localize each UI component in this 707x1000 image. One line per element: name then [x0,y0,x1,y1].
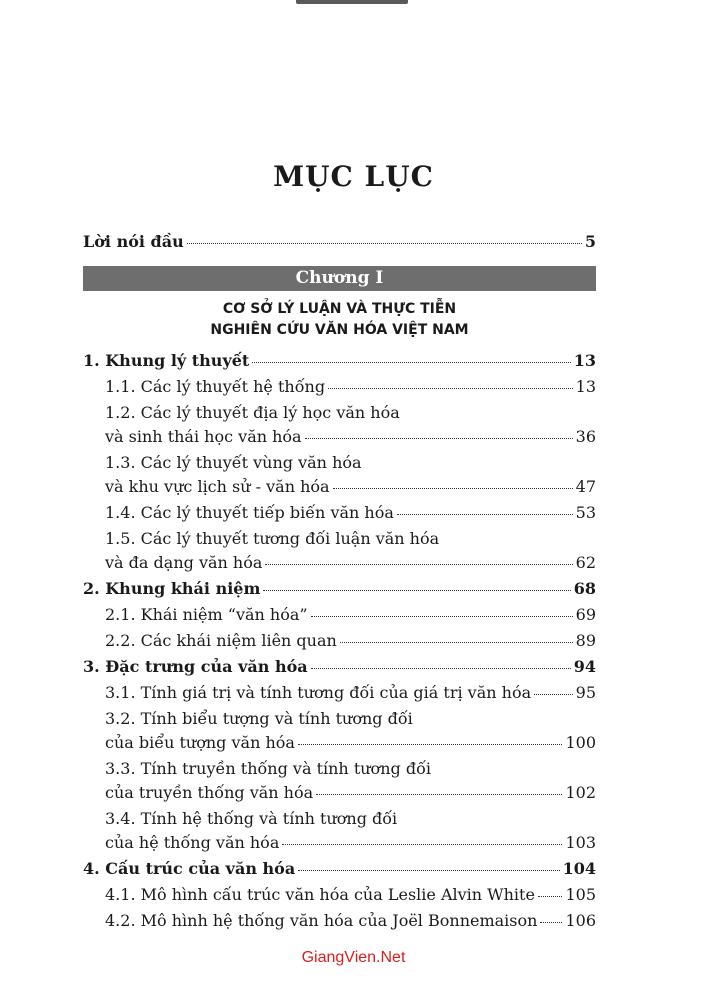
toc-entry-label-line1: 1.5. Các lý thuyết tương đối luận văn hóa [105,529,440,548]
dot-leader [252,361,570,363]
toc-entry-label-line2: của biểu tượng văn hóa [105,733,295,752]
chapter-heading: Chương I [83,266,596,291]
toc-entry-page: 68 [573,579,596,598]
toc-subsection-1-4[interactable] [83,501,596,525]
chapter-title-line1: CƠ SỞ LÝ LUẬN VÀ THỰC TIỄN [222,301,457,317]
toc-entry-label: 1.4. Các lý thuyết tiếp biến văn hóa [105,503,394,522]
toc-entry-label: 2.1. Khái niệm “văn hóa” [105,605,308,624]
dot-leader [340,641,573,643]
dot-leader [305,437,573,439]
toc-entry-label-line1: 3.3. Tính truyền thống và tính tương đối [105,759,431,778]
toc-entry-page: 106 [565,911,596,930]
toc-entry-page: 89 [575,631,596,650]
dot-leader [298,743,563,745]
watermark-text: GiangVien.Net [301,949,406,966]
dot-leader [540,921,562,923]
table-of-contents [83,230,596,933]
dot-leader [311,667,571,669]
toc-entry-page: 105 [565,885,596,904]
toc-section-1[interactable] [83,349,596,373]
dot-leader [316,793,562,795]
chapter-title [83,299,596,341]
toc-subsection-3-2[interactable] [83,707,596,755]
toc-entry-page: 13 [573,351,596,370]
toc-entry-page: 104 [562,859,596,878]
toc-section-4[interactable] [83,857,596,881]
toc-subsection-4-1[interactable] [83,883,596,907]
binding-mark [296,0,408,4]
toc-entry-label-line1: 1.3. Các lý thuyết vùng văn hóa [105,453,362,472]
toc-entry-page: 62 [575,553,596,572]
toc-entry-page: 95 [575,683,596,702]
toc-entry-label-line1: 3.2. Tính biểu tượng và tính tương đối [105,709,413,728]
toc-section-3[interactable] [83,655,596,679]
dot-leader [328,387,573,389]
dot-leader [534,693,573,695]
toc-entry-label: Lời nói đầu [83,232,184,251]
toc-entry-label: 4.1. Mô hình cấu trúc văn hóa của Leslie Alvin White [105,885,535,904]
toc-entry-page: 94 [573,657,596,676]
toc-subsection-3-1[interactable] [83,681,596,705]
toc-subsection-1-3[interactable] [83,451,596,499]
toc-subsection-2-1[interactable] [83,603,596,627]
toc-entry-page: 5 [584,232,596,251]
toc-entry-label-line2: và đa dạng văn hóa [105,553,263,572]
toc-entry-label: 4.2. Mô hình hệ thống văn hóa của Joël Bonnemaison [105,911,538,930]
toc-entry-page: 100 [565,733,596,752]
dot-leader [265,563,572,565]
dot-leader [333,487,573,489]
toc-entry-label: 1. Khung lý thuyết [83,351,250,370]
toc-subsection-2-2[interactable] [83,629,596,653]
toc-entry-label: 3.1. Tính giá trị và tính tương đối của giá trị văn hóa [105,683,532,702]
toc-subsection-1-2[interactable] [83,401,596,449]
toc-entry-label: 3. Đặc trưng của văn hóa [83,657,308,676]
toc-entry-page: 103 [565,833,596,852]
toc-entry-page: 69 [575,605,596,624]
toc-entry-label: 4. Cấu trúc của văn hóa [83,859,296,878]
page-title: MỤC LỤC [273,160,434,193]
toc-entry-page: 102 [565,783,596,802]
dot-leader [298,869,559,871]
toc-entry-label-line2: và khu vực lịch sử - văn hóa [105,477,330,496]
toc-entry-label-line2: và sinh thái học văn hóa [105,427,302,446]
dot-leader [282,843,562,845]
dot-leader [397,513,573,515]
toc-subsection-1-1[interactable] [83,375,596,399]
toc-entry-label: 1.1. Các lý thuyết hệ thống [105,377,326,396]
toc-entry-page: 36 [575,427,596,446]
toc-section-2[interactable] [83,577,596,601]
toc-subsection-3-4[interactable] [83,807,596,855]
toc-entry-label-line1: 1.2. Các lý thuyết địa lý học văn hóa [105,403,400,422]
toc-subsection-3-3[interactable] [83,757,596,805]
toc-entry-preface[interactable] [83,230,596,254]
toc-subsection-1-5[interactable] [83,527,596,575]
toc-entry-page: 47 [575,477,596,496]
toc-entry-label-line1: 3.4. Tính hệ thống và tính tương đối [105,809,398,828]
toc-entry-label-line2: của hệ thống văn hóa [105,833,280,852]
dot-leader [263,589,570,591]
toc-entry-label-line2: của truyền thống văn hóa [105,783,314,802]
chapter-title-line2: NGHIÊN CỨU VĂN HÓA VIỆT NAM [210,322,469,338]
toc-subsection-4-2[interactable] [83,909,596,933]
toc-entry-page: 13 [575,377,596,396]
dot-leader [538,895,563,897]
toc-entry-page: 53 [575,503,596,522]
dot-leader [187,242,582,244]
toc-entry-label: 2.2. Các khái niệm liên quan [105,631,337,650]
toc-entry-label: 2. Khung khái niệm [83,579,261,598]
dot-leader [311,615,573,617]
